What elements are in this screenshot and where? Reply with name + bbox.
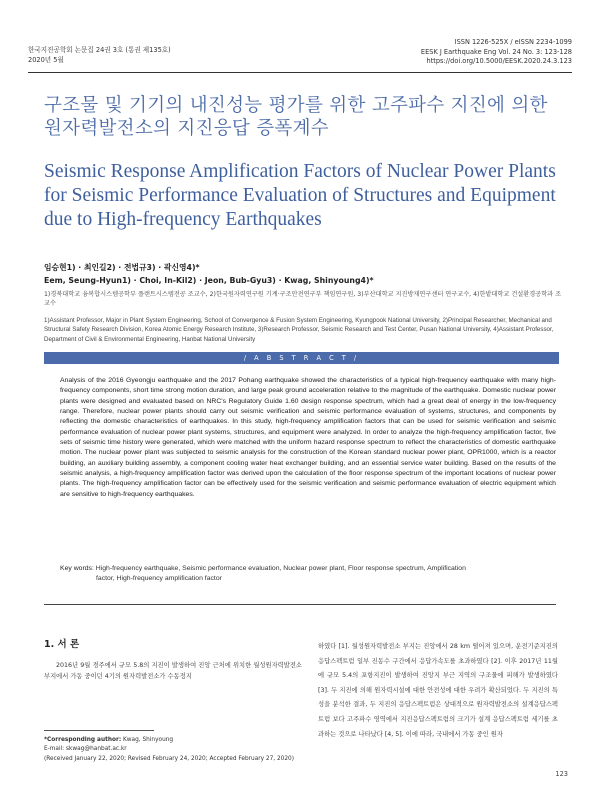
- journal-identifiers: [421, 38, 572, 67]
- submission-dates: (Received January 22, 2020; Revised February 24, 2020; Accepted February 27, 2020): [44, 755, 294, 762]
- journal-name: 한국지진공학회 논문집 24권 3호 (통권 제135호): [28, 46, 171, 54]
- footnote: [44, 736, 302, 764]
- keywords-line-2: factor, High-frequency amplification factor: [96, 575, 222, 583]
- korean-title: 구조물 및 기기의 내진성능 평가를 위한 고주파수 지진에 의한 원자력발전소의 지진응답 증폭계수: [44, 95, 548, 139]
- doi-link[interactable]: https://doi.org/10.5000/EESK.2020.24.3.123: [426, 57, 572, 66]
- abstract-text: Analysis of the 2016 Gyeongju earthquake and the 2017 Pohang earthquake showed the characteristics of a typical high-frequency earthquake with many high-frequency components, short time strong motion duration, and large peak ground acceleration relative to the magnitude of the earthquake. Domestic nuclear power plants were designed and evaluated based on NRC's Regulatory Guide 1.60 design response spectrum, which had a great deal of energy in the low-frequency range. Therefore, nuclear power plants should carry out seismic verification and seismic performance evaluation of systems, structures, and components by reflecting the domestic characteristics of earthquakes. In this study, high-frequency amplification factors that can be used for seismic verification and seismic performance evaluation of nuclear power plant systems, structures, and equipment were analyzed. In order to analyze the high-frequency amplification factor, five sets of seismic time history were generated, which were matched with the uniform hazard response spectrum to reflect the characteristics of domestic earthquake motion. The nuclear power plant was subjected to seismic analysis for the construction of the Korean standard nuclear power plant, OPR1000, which is a reactor building, an auxiliary building assembly, a component cooling water heat exchanger building, and an essential service water building. Based on the results of the seismic analysis, a high-frequency amplification factor was derived upon the calculation of the floor response spectrum of the important locations of nuclear power plants. The high-frequency amplification factor can be effectively used for the seismic verification and seismic performance evaluation of electric equipment which are sensitive to high-frequency earthquakes.: [60, 377, 556, 498]
- corresponding-author: Kwag, Shinyoung: [123, 737, 174, 743]
- footnote-divider: [44, 730, 154, 731]
- affiliations-korean: 1)경북대학교 융복합시스템공학부 플랜트시스템전공 조교수, 2)한국원자력연구원 기계·구조안전연구부 책임연구원, 3)부산대학교 지진방재연구센터 연구교수, 4)한밭대학교 건설환경공학과 조교수: [44, 291, 562, 307]
- header-divider: [28, 72, 572, 73]
- keywords: [60, 564, 556, 585]
- issue-date: 2020년 5월: [28, 55, 64, 64]
- keywords-line-1: High-frequency earthquake, Seismic performance evaluation, Nuclear power plant, Floor response spectrum, Amplification: [95, 565, 466, 572]
- citation: EESK J Earthquake Eng Vol. 24 No. 3: 123-128: [420, 47, 572, 56]
- keywords-label: Key words:: [60, 565, 94, 572]
- section-heading: 1. 서 론: [44, 639, 80, 650]
- intro-right-column: 하였다 [1]. 월성원자력발전소 부지는 진앙에서 28 km 떨어져 있으며, 운전기준지진의 응답스펙트럼 일부 진동수 구간에서 응답가속도를 초과하였다 [2]. 이후 2017년 11월에 규모 5.4의 포항지진이 발생하여 진앙지 부근 지역의 구조물에 피해가 발생하였다 [3]. 두 지진에 의해 원자력시설에 대한 안전성에 대한 우려가 확산되었다. 두 지진의 특성을 분석한 결과, 두 지진의 응답스펙트럼은 상대적으로 원자력발전소의 설계응답스펙트럼 보다 고주파수 영역에서 지진응답스펙트럼의 크기가 설계 응답스펙트럼 세기를 초과하는 것으로 나타났다 [4, 5]. 이에 따라, 국내에서 가동 중인 원자: [318, 643, 558, 738]
- abstract-heading: / A B S T R A C T /: [44, 352, 559, 364]
- keywords-divider: [44, 604, 556, 605]
- author-email[interactable]: E-mail: skwag@hanbat.ac.kr: [44, 746, 127, 753]
- authors-korean: 임승현1) · 최인길2) · 전법규3) · 곽신영4)*: [44, 263, 200, 272]
- english-title: Seismic Response Amplification Factors of Nuclear Power Plants for Seismic Performance Evaluation of Structures and Equipment due to High-frequency Earthquakes: [44, 161, 556, 230]
- authors-english: Eem, Seung-Hyun1) · Choi, In-Kil2) · Jeon, Bub-Gyu3) · Kwag, Shinyoung4)*: [44, 276, 374, 285]
- issn: ISSN 1226-525X / eISSN 2234-1099: [454, 38, 572, 46]
- corresponding-label: *Corresponding author:: [44, 737, 122, 743]
- journal-header: [28, 46, 171, 65]
- affiliations-english: 1)Assistant Professor, Major in Plant System Engineering, School of Convergence & Fusion System Engineering, Kyungpook National University, 2)Principal Researcher, Mechanical and Structural Safety Research Division, Korea Atomic Energy Research Institute, 3)Research Professor, Seismic Research and Test Center, Pusan National University, 4)Assistant Professor, Department of Civil & Environmental Engineering, Hanbat National University: [44, 317, 554, 343]
- intro-left-column: 2016년 9월 경주에서 규모 5.8의 지진이 발생하여 진앙 근처에 위치한 월성원자력발전소 부지에서 가동 중이던 4기의 원자력발전소가 수동정지: [44, 662, 302, 681]
- page-number: 123: [555, 770, 568, 778]
